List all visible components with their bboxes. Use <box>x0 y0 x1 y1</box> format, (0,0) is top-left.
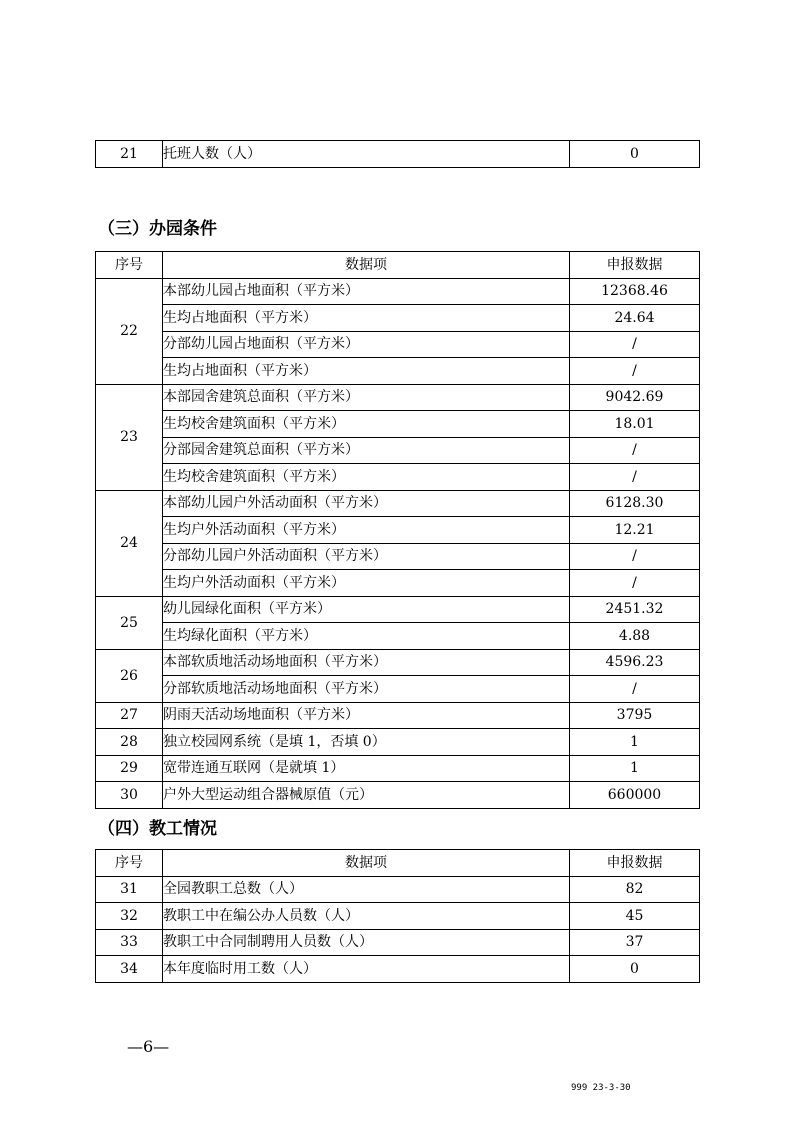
table-row <box>96 903 700 930</box>
table-header-row <box>96 252 700 279</box>
table-row <box>96 729 700 756</box>
row-value: 9042.69 <box>570 384 700 411</box>
row-value: 12.21 <box>570 517 700 544</box>
row-number: 31 <box>96 876 163 903</box>
row-number: 21 <box>96 141 163 168</box>
row-item: 分部软质地活动场地面积（平方米） <box>163 676 570 703</box>
row-item: 独立校园网系统（是填 1，否填 0） <box>163 729 570 756</box>
row-number: 28 <box>96 729 163 756</box>
row-item: 本部幼儿园占地面积（平方米） <box>163 278 570 305</box>
row-number: 22 <box>96 278 163 384</box>
row-item: 托班人数（人） <box>163 141 570 168</box>
row-item: 分部幼儿园占地面积（平方米） <box>163 331 570 358</box>
row-item: 宽带连通互联网（是就填 1） <box>163 755 570 782</box>
row-value: / <box>570 543 700 570</box>
table-row <box>96 384 700 411</box>
row-number: 30 <box>96 782 163 809</box>
header-value: 申报数据 <box>570 252 700 279</box>
header-item: 数据项 <box>163 252 570 279</box>
row-value: 660000 <box>570 782 700 809</box>
row-item: 生均校舍建筑面积（平方米） <box>163 464 570 491</box>
row-number: 24 <box>96 490 163 596</box>
row-value: 0 <box>570 956 700 983</box>
table-row <box>96 676 700 703</box>
table-row <box>96 490 700 517</box>
row-value: 4596.23 <box>570 649 700 676</box>
row-item: 本部软质地活动场地面积（平方米） <box>163 649 570 676</box>
row-number: 27 <box>96 702 163 729</box>
row-value: 18.01 <box>570 411 700 438</box>
table-row <box>96 649 700 676</box>
row-item: 分部幼儿园户外活动面积（平方米） <box>163 543 570 570</box>
section-title-staff: （四）教工情况 <box>98 819 217 839</box>
table-row <box>96 596 700 623</box>
table-row <box>96 876 700 903</box>
table-row <box>96 464 700 491</box>
table-row <box>96 755 700 782</box>
table-continuation <box>95 140 700 168</box>
header-number: 序号 <box>96 850 163 877</box>
row-item: 教职工中合同制聘用人员数（人） <box>163 929 570 956</box>
row-item: 生均校舍建筑面积（平方米） <box>163 411 570 438</box>
row-item: 幼儿园绿化面积（平方米） <box>163 596 570 623</box>
table-row <box>96 929 700 956</box>
row-value: / <box>570 437 700 464</box>
row-item: 本部幼儿园户外活动面积（平方米） <box>163 490 570 517</box>
table-row <box>96 141 700 168</box>
table-row <box>96 437 700 464</box>
table-row <box>96 358 700 385</box>
row-number: 32 <box>96 903 163 930</box>
table-row <box>96 305 700 332</box>
row-value: 6128.30 <box>570 490 700 517</box>
row-item: 生均户外活动面积（平方米） <box>163 517 570 544</box>
row-item: 户外大型运动组合器械原值（元） <box>163 782 570 809</box>
row-value: 82 <box>570 876 700 903</box>
row-value: 3795 <box>570 702 700 729</box>
row-value: 45 <box>570 903 700 930</box>
table-row <box>96 570 700 597</box>
table-row <box>96 623 700 650</box>
section-title-conditions: （三）办园条件 <box>98 219 217 239</box>
row-item: 本年度临时用工数（人） <box>163 956 570 983</box>
row-number: 34 <box>96 956 163 983</box>
row-value: 37 <box>570 929 700 956</box>
row-number: 25 <box>96 596 163 649</box>
row-item: 分部园舍建筑总面积（平方米） <box>163 437 570 464</box>
table-row <box>96 331 700 358</box>
row-value: 4.88 <box>570 623 700 650</box>
header-item: 数据项 <box>163 850 570 877</box>
row-value: 1 <box>570 755 700 782</box>
table-row <box>96 411 700 438</box>
row-value: / <box>570 464 700 491</box>
table-row <box>96 782 700 809</box>
table-conditions <box>95 251 700 809</box>
row-value: / <box>570 331 700 358</box>
row-value: 1 <box>570 729 700 756</box>
row-item: 生均占地面积（平方米） <box>163 305 570 332</box>
row-value: / <box>570 570 700 597</box>
row-item: 教职工中在编公办人员数（人） <box>163 903 570 930</box>
print-stamp: 999 23-3-30 <box>571 1083 631 1093</box>
row-item: 生均绿化面积（平方米） <box>163 623 570 650</box>
row-value: 12368.46 <box>570 278 700 305</box>
row-number: 29 <box>96 755 163 782</box>
table-row <box>96 543 700 570</box>
header-number: 序号 <box>96 252 163 279</box>
row-item: 生均户外活动面积（平方米） <box>163 570 570 597</box>
row-item: 本部园舍建筑总面积（平方米） <box>163 384 570 411</box>
row-value: / <box>570 358 700 385</box>
row-value: 0 <box>570 141 700 168</box>
header-value: 申报数据 <box>570 850 700 877</box>
page-number: —6— <box>127 1037 170 1056</box>
table-row <box>96 956 700 983</box>
row-number: 33 <box>96 929 163 956</box>
row-number: 26 <box>96 649 163 702</box>
row-item: 生均占地面积（平方米） <box>163 358 570 385</box>
row-value: / <box>570 676 700 703</box>
row-value: 2451.32 <box>570 596 700 623</box>
table-row <box>96 278 700 305</box>
row-item: 阴雨天活动场地面积（平方米） <box>163 702 570 729</box>
table-header-row <box>96 850 700 877</box>
table-row <box>96 702 700 729</box>
table-staff <box>95 849 700 983</box>
row-value: 24.64 <box>570 305 700 332</box>
row-number: 23 <box>96 384 163 490</box>
table-row <box>96 517 700 544</box>
row-item: 全园教职工总数（人） <box>163 876 570 903</box>
